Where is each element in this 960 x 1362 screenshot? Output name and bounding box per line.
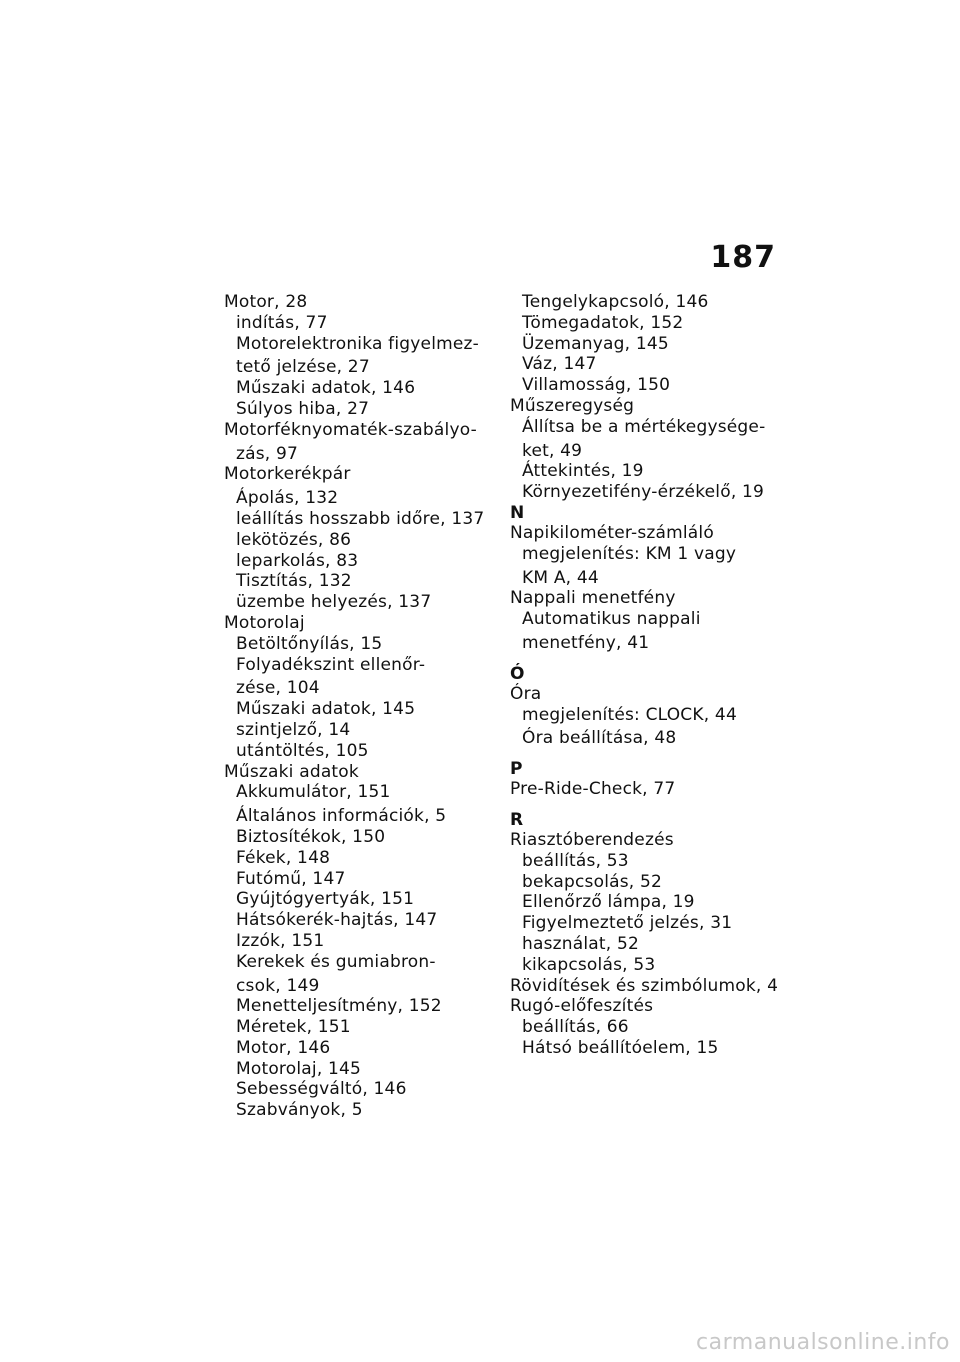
index-subentry: Fékek, 148 — [236, 847, 331, 868]
index-subentry: Áttekintés, 19 — [522, 461, 644, 482]
index-entry: Rövidítések és szimbólumok, 4 — [510, 975, 779, 996]
index-subentry: utántöltés, 105 — [236, 740, 369, 761]
index-entry: Műszaki adatok — [224, 761, 359, 782]
index-subentry: Általános információk, 5 — [236, 806, 447, 827]
index-subentry: Gyújtógyertyák, 151 — [236, 889, 415, 910]
index-letter-heading: Ó — [510, 663, 525, 684]
index-subentry: leállítás hosszabb időre, 137 — [236, 508, 485, 529]
index-subentry: Váz, 147 — [522, 354, 597, 375]
index-subentry: Motorolaj, 145 — [236, 1058, 362, 1079]
index-subentry: Villamosság, 150 — [522, 375, 671, 396]
index-subentry: Tengelykapcsoló, 146 — [522, 292, 709, 312]
index-subentry: beállítás, 53 — [522, 850, 629, 871]
index-subentry: lekötözés, 86 — [236, 529, 352, 550]
index-subentry: Sebességváltó, 146 — [236, 1079, 407, 1100]
index-subentry: Futómű, 147 — [236, 868, 346, 889]
index-subentry: Figyelmeztető jelzés, 31 — [522, 913, 733, 934]
index-subentry: tető jelzése, 27 — [236, 357, 370, 378]
index-subentry: Akkumulátor, 151 — [236, 782, 391, 803]
index-subentry: Kerekek és gumiabron- — [236, 951, 436, 972]
index-subentry: zése, 104 — [236, 678, 320, 699]
index-subentry: Hátsó beállítóelem, 15 — [522, 1037, 719, 1058]
index-subentry: Szabványok, 5 — [236, 1100, 363, 1121]
index-subentry: Betöltőnyílás, 15 — [236, 633, 383, 654]
index-subentry: Állítsa be a mértékegysége- — [522, 416, 766, 437]
index-column-right — [510, 292, 800, 1059]
section-gap — [510, 654, 800, 664]
index-entry: Riasztóberendezés — [510, 829, 674, 850]
index-subentry: Üzemanyag, 145 — [522, 333, 669, 354]
index-subentry: kikapcsolás, 53 — [522, 954, 656, 975]
index-subentry: KM A, 44 — [522, 567, 599, 588]
index-subentry: Méretek, 151 — [236, 1017, 351, 1038]
index-entry: Motor, 28 — [224, 292, 308, 312]
index-subentry: Műszaki adatok, 146 — [236, 378, 416, 399]
index-subentry: Tömegadatok, 152 — [522, 312, 684, 333]
index-subentry: Izzók, 151 — [236, 930, 325, 951]
index-letter-heading: P — [510, 759, 523, 780]
index-subentry: Ápolás, 132 — [236, 488, 339, 509]
index-subentry: Óra beállítása, 48 — [522, 728, 677, 749]
index-subentry: Hátsókerék-hajtás, 147 — [236, 910, 438, 931]
index-subentry: Motor, 146 — [236, 1037, 331, 1058]
watermark: carmanualsonline.info — [696, 1330, 950, 1355]
index-entry: Nappali menetfény — [510, 588, 676, 609]
index-subentry: menetfény, 41 — [522, 632, 650, 653]
index-entry: Pre-Ride-Check, 77 — [510, 779, 676, 800]
index-subentry: beállítás, 66 — [522, 1017, 629, 1038]
index-subentry: üzembe helyezés, 137 — [236, 592, 432, 613]
page-number: 187 — [710, 240, 776, 275]
index-subentry: Menetteljesítmény, 152 — [236, 996, 442, 1017]
index-subentry: Biztosítékok, 150 — [236, 826, 386, 847]
index-subentry: Automatikus nappali — [522, 609, 701, 630]
index-subentry: megjelenítés: CLOCK, 44 — [522, 704, 737, 725]
index-entry: Rugó-előfeszítés — [510, 996, 654, 1017]
index-subentry: szintjelző, 14 — [236, 719, 351, 740]
index-subentry: zás, 97 — [236, 443, 299, 464]
index-subentry: megjelenítés: KM 1 vagy — [522, 543, 737, 564]
index-subentry: csok, 149 — [236, 975, 320, 996]
index-entry: Műszeregység — [510, 395, 635, 416]
index-entry: Motorféknyomaték-szabályo- — [224, 419, 477, 440]
section-gap — [510, 800, 800, 810]
index-entry: Motorolaj — [224, 612, 305, 633]
index-subentry: leparkolás, 83 — [236, 550, 359, 571]
index-entry: Napikilométer-számláló — [510, 522, 714, 543]
index-entry: Óra — [510, 683, 542, 704]
index-letter-heading: N — [510, 502, 525, 523]
index-column-left — [224, 292, 492, 1121]
index-subentry: ket, 49 — [522, 440, 583, 461]
index-subentry: használat, 52 — [522, 933, 640, 954]
index-subentry: bekapcsolás, 52 — [522, 871, 663, 892]
section-gap — [510, 749, 800, 759]
index-letter-heading: R — [510, 809, 524, 830]
index-subentry: Motorelektronika figyelmez- — [236, 333, 480, 354]
index-subentry: Műszaki adatok, 145 — [236, 699, 416, 720]
index-entry: Motorkerékpár — [224, 464, 351, 485]
index-subentry: Súlyos hiba, 27 — [236, 398, 370, 419]
index-subentry: indítás, 77 — [236, 312, 328, 333]
index-subentry: Ellenőrző lámpa, 19 — [522, 892, 695, 913]
index-subentry: Környezetifény-érzékelő, 19 — [522, 482, 765, 503]
index-subentry: Tisztítás, 132 — [236, 571, 352, 592]
index-subentry: Folyadékszint ellenőr- — [236, 654, 426, 675]
